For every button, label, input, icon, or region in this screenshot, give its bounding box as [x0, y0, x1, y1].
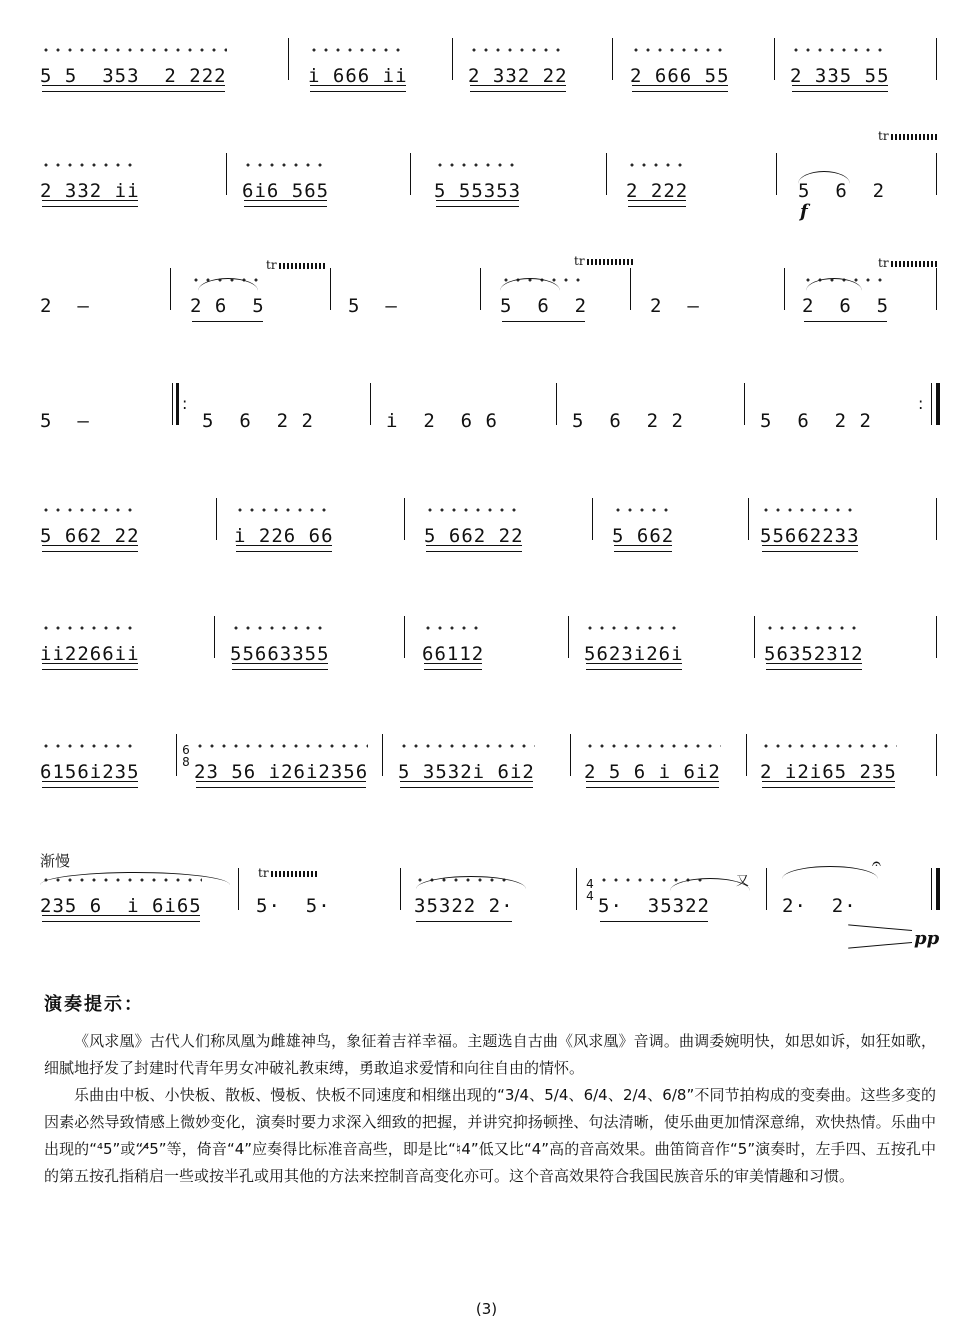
measure-notes: 2 222: [626, 180, 689, 202]
measure-notes: 5· 35322: [598, 895, 710, 917]
measure-notes: i 2 6 6: [386, 410, 498, 432]
measure-notes: 2· 2·: [782, 895, 857, 917]
barline: [746, 734, 747, 776]
measure-notes: 5 3532i 6i2: [398, 761, 535, 783]
measure-notes: 2 335 55: [790, 65, 890, 87]
barline: [936, 153, 937, 195]
measure: [790, 30, 950, 100]
measure: [234, 490, 414, 560]
measure: [760, 726, 940, 796]
score-line-4: [30, 345, 950, 465]
trill-mark: tr: [878, 129, 939, 143]
barline: [936, 498, 937, 540]
repeat-dots: :: [918, 394, 924, 413]
measure-notes: 5 6 2 2: [760, 410, 872, 432]
measure-notes: 2 i2i65 235: [760, 761, 897, 783]
measure-notes: 5 662 22: [424, 525, 524, 547]
measure: [40, 145, 230, 215]
time-signature-4-4: 4 4: [586, 877, 594, 903]
barline: [612, 38, 613, 80]
measure-notes: 5 5 353 2 222: [40, 65, 227, 87]
repeat-dots: :: [182, 394, 188, 413]
measure: [572, 375, 732, 445]
measure: [584, 726, 764, 796]
barline: [330, 268, 331, 310]
barline: [776, 153, 777, 195]
measure-notes: 2 666 55: [630, 65, 730, 87]
measure-notes: 5 6 2: [798, 180, 886, 202]
dynamic-pianissimo: pp: [914, 928, 940, 949]
measure: [650, 260, 780, 330]
barline: [592, 498, 593, 540]
measure-notes: 23 56 i26i2356: [194, 761, 369, 783]
measure-notes: 55663355: [230, 643, 330, 665]
barline: [774, 38, 775, 80]
score-line-5: [30, 460, 950, 580]
measure-notes: 5 –: [40, 410, 90, 432]
measure: [256, 860, 396, 930]
score-line-3: [30, 230, 950, 350]
tempo-marking: 渐慢: [40, 852, 71, 870]
barline: [748, 498, 749, 540]
measure-notes: 5 662: [612, 525, 675, 547]
time-signature-6-8: 6 8: [182, 743, 190, 769]
barline: [936, 268, 937, 310]
barline: [936, 38, 937, 80]
barline: [452, 38, 453, 80]
measure: [468, 30, 628, 100]
repeat-start-bar: [172, 383, 173, 425]
decrescendo-icon: [848, 930, 912, 942]
barline: [606, 153, 607, 195]
measure-notes: 5 6 2: [500, 295, 588, 317]
measure: [40, 490, 220, 560]
measure: [626, 145, 776, 215]
measure-notes: 5623i26i: [584, 643, 684, 665]
trill-mark: tr: [574, 254, 635, 268]
measure-notes: 35322 2·: [414, 895, 514, 917]
measure: [242, 145, 412, 215]
measure: [760, 375, 920, 445]
score-line-7: [30, 696, 950, 816]
barline: [480, 268, 481, 310]
measure: [386, 375, 546, 445]
measure: [40, 860, 240, 930]
measure: [764, 608, 944, 678]
score-line-1: [30, 0, 950, 120]
measure-notes: 2 332 ii: [40, 180, 140, 202]
repeat-start-bar: [176, 383, 179, 425]
measure: [40, 260, 160, 330]
barline: [936, 734, 937, 776]
page-number: (3): [475, 1300, 498, 1318]
barline: [410, 153, 411, 195]
performance-notes: [44, 990, 936, 1190]
barline: [170, 268, 171, 310]
measure: [434, 145, 604, 215]
barline: [568, 616, 569, 658]
measure: [424, 490, 604, 560]
barline: [288, 38, 289, 80]
measure: [612, 490, 742, 560]
barline: [784, 268, 785, 310]
final-barline: [936, 868, 940, 910]
measure-notes: i 226 66: [234, 525, 334, 547]
measure-notes: 55662233: [760, 525, 860, 547]
measure: [630, 30, 790, 100]
measure: [40, 726, 190, 796]
measure-notes: 5 55353: [434, 180, 522, 202]
trill-mark: tr: [266, 258, 327, 272]
measure-notes: 5 6 2 2: [202, 410, 314, 432]
barline: [214, 616, 215, 658]
measure: [760, 490, 940, 560]
barline: [570, 734, 571, 776]
measure-notes: 5 662 22: [40, 525, 140, 547]
measure-notes: 5· 5·: [256, 895, 331, 917]
barline: [766, 868, 767, 910]
barline: [744, 383, 745, 425]
barline: [238, 868, 239, 910]
barline: [754, 616, 755, 658]
score-line-8: [30, 830, 950, 950]
measure-notes: 2 –: [650, 295, 700, 317]
measure-notes: 235 6 i 6i65: [40, 895, 202, 917]
measure: [194, 726, 394, 796]
measure: [584, 608, 764, 678]
barline: [630, 268, 631, 310]
barline: [404, 498, 405, 540]
measure-notes: 2 332 22: [468, 65, 568, 87]
notes-heading: 演奏提示：: [44, 994, 144, 1015]
measure-notes: i 666 ii: [308, 65, 408, 87]
notes-paragraph: 《风求凰》古代人们称凤凰为雌雄神鸟，象征着吉祥幸福。主题选自古曲《风求凰》音调。曲调委婉明快，如思如诉，如狂如歌，细腻地抒发了封建时代青年男女冲破礼教束缚，勇敢追求爱情和向往自由的情怀。: [44, 1032, 936, 1077]
measure: [422, 608, 572, 678]
measure: [782, 860, 932, 930]
dynamic-forte: f: [800, 201, 808, 222]
measure: [40, 608, 220, 678]
score-line-6: [30, 578, 950, 698]
barline: [216, 498, 217, 540]
trill-mark: tr: [878, 256, 939, 270]
measure: [230, 608, 410, 678]
measure: [40, 375, 160, 445]
barline: [370, 383, 371, 425]
fermata-icon: 𝄐: [872, 854, 881, 873]
measure: [500, 260, 630, 330]
barline: [400, 868, 401, 910]
score: [30, 0, 950, 980]
measure-notes: 2 5 6 i 6i2: [584, 761, 721, 783]
measure: [414, 860, 574, 930]
repeat-end-bar: [936, 383, 940, 425]
barline: [404, 616, 405, 658]
trill-mark: tr: [258, 866, 319, 880]
measure: [202, 375, 362, 445]
measure: [802, 260, 942, 330]
measure-notes: 56352312: [764, 643, 864, 665]
barline: [936, 616, 937, 658]
measure: [348, 260, 478, 330]
barline: [176, 734, 177, 776]
measure-notes: 2 –: [40, 295, 90, 317]
measure-notes: 6i6 565: [242, 180, 330, 202]
measure-notes: 66112: [422, 643, 485, 665]
notes-paragraph: 乐曲由中板、小快板、散板、慢板、快板不同速度和相继出现的“3/4、5/4、6/4、2/4、6/8”不同节拍构成的变奏曲。这些多变的因素必然导致情感上微妙变化，演奏时要力求深入细致的把握，并讲究抑扬顿挫、句法清晰，使乐曲更加情深意绵，欢快热情。乐曲中出现的“⁴5”或“⁴̸5”等，倚音“4”应奏得比标准音高些，即是比“♮4”低又比“4”高的音高效果。曲笛筒音作“5”演奏时，左手四、五按孔中的第五按孔指稍启一些或按半孔或用其他的方法来控制音高变化亦可。这个音高效果符合我国民族音乐的审美情趣和习惯。: [44, 1086, 936, 1185]
measure: [40, 30, 270, 100]
barline: [556, 383, 557, 425]
grace-label: 又: [736, 874, 750, 889]
measure: [398, 726, 578, 796]
score-line-2: [30, 115, 950, 235]
measure-notes: 2 6 5: [190, 295, 265, 317]
measure: [598, 860, 768, 930]
measure-notes: 2 6 5: [802, 295, 890, 317]
measure-notes: ii2266ii: [40, 643, 140, 665]
measure-notes: 6156i235: [40, 761, 140, 783]
measure-notes: 5 –: [348, 295, 398, 317]
measure-notes: 5 6 2 2: [572, 410, 684, 432]
measure: [308, 30, 468, 100]
barline: [226, 153, 227, 195]
barline: [576, 868, 577, 910]
barline: [382, 734, 383, 776]
